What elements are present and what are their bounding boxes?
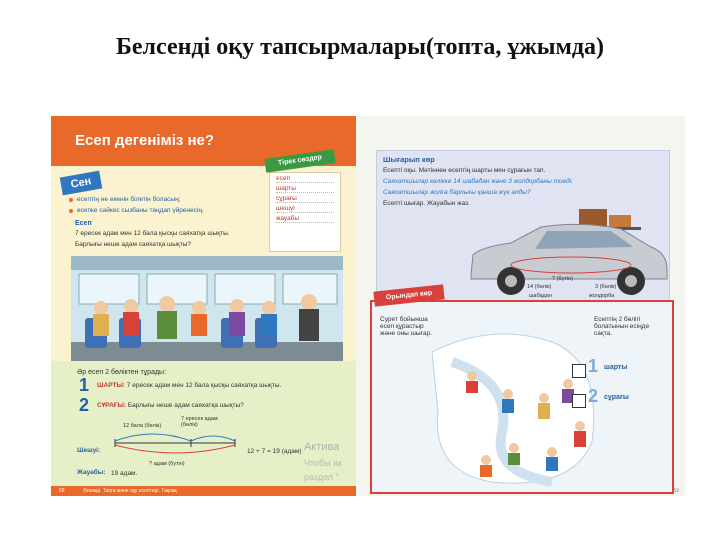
part-label: СҰРАҒЫ:: [97, 402, 126, 409]
part-condition: [97, 382, 281, 389]
activation-watermark: раздел ": [304, 472, 339, 482]
part-number: 1: [79, 375, 90, 395]
support-word: жауабы: [276, 215, 334, 223]
objectives-list: [69, 194, 274, 216]
car-label: ? (бүтін): [552, 276, 573, 282]
activation-watermark: Актива: [304, 441, 340, 453]
objective-item: есепке сәйкес сызбаны таңдап үйренесің.: [69, 205, 274, 216]
task-reminder: Есептің 2 бөлігі болатынын есіңде сақта.: [594, 316, 650, 337]
task-heading: Есеп: [75, 220, 92, 227]
part-text: 7 ересек адам мен 12 бала қысқы саяхатқа шықты.: [126, 382, 282, 389]
car-label: 3 (бөлік): [595, 284, 617, 290]
car-label: 14 (бөлік): [527, 284, 552, 290]
check-label: сұрағы: [604, 394, 629, 401]
diagram-label: 7 ересек адам (бөлік): [181, 416, 218, 428]
part-number: 2: [79, 395, 90, 415]
check-number: 2: [588, 386, 599, 406]
support-word: шарты: [276, 185, 334, 193]
problem-text: Саяхатшылар көлікке 14 шабадан және 3 жолдорбаны тиеді.: [383, 178, 573, 185]
support-title: Тірек сөздер: [264, 149, 335, 173]
support-word: шешуі: [276, 205, 334, 213]
parts-title: Әр есеп 2 бөліктен тұрады:: [77, 369, 167, 376]
checkbox-question[interactable]: [572, 394, 586, 408]
activation-watermark: Чтобы ак: [304, 458, 343, 468]
part-question: [97, 402, 244, 409]
diagram-label: 12 бала (бөлік): [123, 423, 162, 429]
car-illustration: [461, 209, 671, 299]
problem-question: Саяхатшылар жолға барлығы қанша жүк алды?: [383, 189, 531, 196]
support-note: [269, 172, 341, 252]
slide-title: Белсенді оқу тапсырмалары(топта, ұжымда): [116, 34, 604, 60]
do-it-tag: Орындап көр: [373, 284, 444, 306]
right-textbook-page: [356, 116, 685, 496]
left-page-footer: [51, 486, 356, 496]
sen-tag: Сен: [60, 171, 103, 196]
answer-label: Жауабы:: [77, 469, 106, 476]
support-word: сұрағы: [276, 195, 334, 203]
objective-item: есептің не екенін білетін боласың;: [69, 194, 274, 205]
left-textbook-page: [51, 116, 356, 496]
task-question: Барлығы неше адам саяхатқа шықты?: [75, 241, 191, 248]
car-label: шабадан: [529, 293, 552, 299]
lesson-title: Есеп дегеніміз не?: [75, 132, 215, 149]
support-word: есеп: [276, 175, 334, 183]
check-number: 1: [588, 356, 599, 376]
part-label: ШАРТЫ:: [97, 382, 125, 389]
page-number: 59: [673, 488, 679, 494]
solution-expression: 12 + 7 = 19 (адам): [247, 448, 302, 455]
diagram-label: ? адам (бүтін): [149, 461, 185, 467]
page-number: 58: [59, 488, 65, 494]
support-words-box: [265, 154, 340, 254]
do-it-box: [370, 300, 674, 494]
car-label: жолдорба: [589, 293, 615, 299]
checkbox-condition[interactable]: [572, 364, 586, 378]
part-whole-diagram: [111, 429, 241, 459]
part-text: Барлығы неше адам саяхатқа шықты?: [127, 402, 244, 409]
instruction-text: Есепті оқы. Мәтіннен есептің шарты мен сұрағын тап.: [383, 167, 546, 174]
solution-label: Шешуі:: [77, 447, 101, 454]
task-text: 7 ересек адам мен 12 бала қысқы саяхатқа шықты.: [75, 230, 230, 237]
try-it-tag: Шығарып көр: [383, 155, 435, 164]
footer-text: Әлемді. Тақта және оқу есептері. Тақпақ: [83, 488, 177, 494]
bus-illustration: [71, 256, 343, 366]
instruction-text: Есепті шығар. Жауабын жаз.: [383, 200, 470, 207]
try-it-box: [376, 150, 670, 304]
answer-text: 19 адам.: [111, 470, 138, 477]
check-label: шарты: [604, 364, 628, 371]
task-instruction: Сурет бойынша есеп құрастыр және оны шығар.: [380, 316, 432, 337]
